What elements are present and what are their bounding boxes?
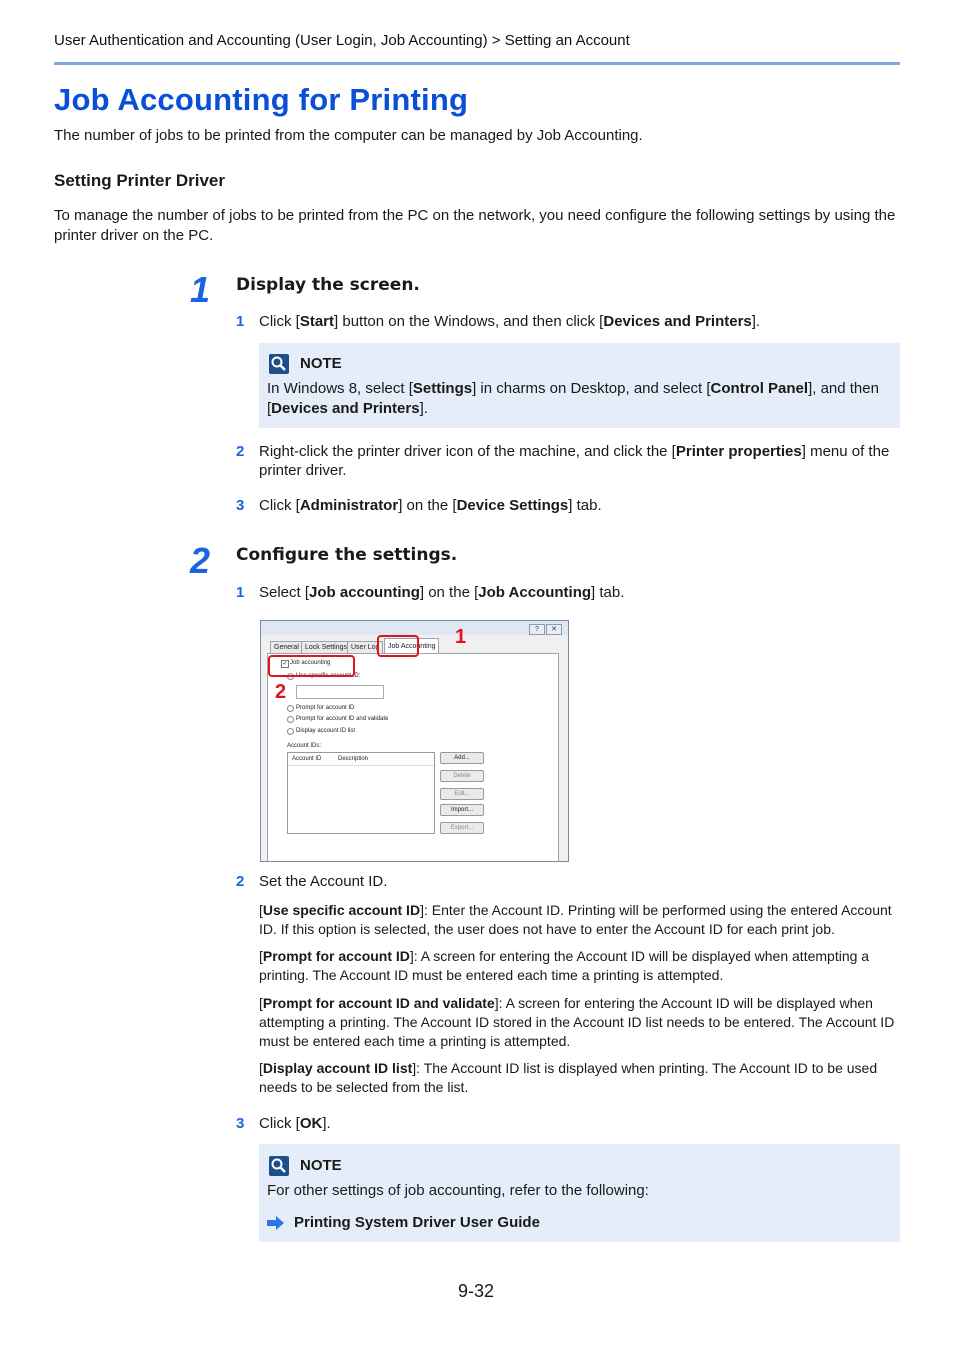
- text: ] on the [: [419, 584, 479, 601]
- sub-number: 3: [236, 1115, 245, 1132]
- intro-text: The number of jobs to be printed from the computer can be managed by Job Accounting.: [54, 127, 643, 144]
- step-number-1: 1: [190, 269, 211, 310]
- ui-term: Administrator: [299, 497, 399, 514]
- header-rule: [54, 62, 900, 65]
- note-text: For other settings of job accounting, refer to the following:: [267, 1182, 649, 1199]
- sub-number: 2: [236, 873, 245, 890]
- note-text: [267, 379, 892, 419]
- option-text: : Enter the Account ID. Printing will be performed using the entered Account ID. If this option is selected, the user does not have to enter the Account ID for each print job.: [259, 902, 892, 937]
- ui-term: OK: [299, 1115, 323, 1132]
- text: ] in charms on Desktop, and select [: [472, 380, 711, 397]
- text: ] tab.: [591, 584, 625, 601]
- add-button[interactable]: Add...: [440, 752, 484, 764]
- job-accounting-panel: [267, 653, 559, 862]
- option-description: [Display account ID list]: The Account ID list is displayed when printing. The Account ID to be used needs to be selected from the list.: [259, 1060, 878, 1095]
- ui-term: Devices and Printers: [603, 313, 752, 330]
- delete-button[interactable]: Delete: [440, 770, 484, 782]
- section-paragraph: To manage the number of jobs to be printed from the PC on the network, you need configure the following settings by using the printer driver on the PC.: [54, 207, 896, 244]
- note-box-1: [259, 343, 900, 428]
- display-list-label: Display account ID list: [296, 728, 356, 734]
- ui-term: Job accounting: [309, 584, 420, 601]
- step1-sub2: [236, 442, 899, 480]
- tab-job-accounting[interactable]: Job Accounting: [384, 638, 439, 655]
- column-account-id[interactable]: Account ID: [292, 756, 322, 762]
- text: ], and then [: [267, 380, 879, 417]
- section-heading: Setting Printer Driver: [54, 171, 225, 190]
- option-description: [Prompt for account ID]: A screen for entering the Account ID will be displayed when attempting a printing. The Account ID must be entered each time a printing is attempted.: [259, 948, 870, 983]
- step-heading-2: Configure the settings.: [236, 545, 458, 565]
- export-button[interactable]: Export...: [440, 822, 484, 834]
- prompt-validate-radio[interactable]: [287, 716, 294, 723]
- text: Click [: [259, 497, 300, 514]
- note-icon: [269, 1156, 289, 1176]
- prompt-label: Prompt for account ID: [296, 705, 355, 711]
- text: ].: [751, 313, 761, 330]
- text: ].: [419, 400, 428, 417]
- text: ] on the [: [398, 497, 457, 514]
- page-title: Job Accounting for Printing: [54, 82, 469, 117]
- dialog-titlebar: [261, 621, 568, 635]
- text: Click [: [259, 1115, 300, 1132]
- display-list-radio[interactable]: [287, 728, 294, 735]
- ui-term: Control Panel: [710, 380, 809, 397]
- edit-button[interactable]: Edit...: [440, 788, 484, 800]
- step2-sub3: [236, 1114, 899, 1133]
- option-term: Display account ID list: [262, 1060, 413, 1076]
- column-description[interactable]: Description: [338, 756, 369, 762]
- step1-sub1: [236, 312, 899, 331]
- note-label: NOTE: [300, 1157, 342, 1174]
- account-id-input[interactable]: [296, 685, 384, 699]
- import-button[interactable]: Import...: [440, 804, 484, 816]
- note-icon: [269, 354, 289, 374]
- ui-term: Settings: [412, 380, 473, 397]
- tab-user-log[interactable]: User Log: [347, 641, 383, 655]
- arrow-right-icon: [267, 1216, 285, 1230]
- sub-number: 1: [236, 584, 245, 601]
- ui-term: Device Settings: [456, 497, 569, 514]
- note-box-2: [259, 1144, 900, 1242]
- callout-number-2: 2: [275, 681, 287, 703]
- ui-term: Job Accounting: [478, 584, 592, 601]
- ui-term: Printer properties: [675, 443, 802, 460]
- text: ] button on the Windows, and then click [: [334, 313, 604, 330]
- properties-dialog-screenshot: [260, 620, 569, 862]
- prompt-validate-label: Prompt for account ID and validate: [296, 716, 389, 722]
- step-number-2: 2: [190, 540, 211, 581]
- prompt-radio[interactable]: [287, 705, 294, 712]
- job-accounting-checkbox[interactable]: ✓: [282, 661, 288, 667]
- text: Click [: [259, 313, 300, 330]
- option-term: Prompt for account ID: [262, 948, 410, 964]
- text: ].: [322, 1115, 331, 1132]
- option-text: : A screen for entering the Account ID will be displayed when attempting a printing. The Account ID stored in the Account ID list needs to be entered. The Account ID must be entered each time a printing is attempted.: [259, 995, 895, 1049]
- step-heading-1: Display the screen.: [236, 275, 420, 295]
- tab-lock-settings[interactable]: Lock Settings: [301, 641, 351, 655]
- text: In Windows 8, select [: [267, 380, 413, 397]
- option-text: : A screen for entering the Account ID will be displayed when attempting a printing. The Account ID must be entered each time a printing is attempted.: [259, 948, 870, 983]
- job-accounting-label: Job accounting: [290, 660, 331, 666]
- callout-box-1: [377, 635, 419, 657]
- step2-sub1: [236, 583, 899, 602]
- text: Set the Account ID.: [259, 873, 388, 890]
- ui-term: Devices and Printers: [271, 400, 420, 417]
- option-description: [Use specific account ID]: Enter the Account ID. Printing will be performed using the entered Account ID. If this option is selected, the user does not have to enter the Account ID for each print job.: [259, 902, 892, 937]
- text: Select [: [259, 584, 310, 601]
- account-ids-label: Account IDs:: [287, 743, 322, 749]
- guide-link[interactable]: Printing System Driver User Guide: [294, 1214, 540, 1231]
- option-term: Prompt for account ID and validate: [262, 995, 495, 1011]
- ui-term: Start: [299, 313, 335, 330]
- text: Right-click the printer driver icon of the machine, and click the [: [259, 443, 676, 460]
- option-text: : The Account ID list is displayed when printing. The Account ID to be used needs to be selected from the list.: [259, 1060, 878, 1095]
- text: ] menu of the printer driver.: [259, 443, 890, 479]
- breadcrumb: User Authentication and Accounting (User Login, Job Accounting) > Setting an Account: [54, 32, 630, 49]
- note-label: NOTE: [300, 355, 342, 372]
- callout-number-1: 1: [455, 626, 467, 648]
- option-description: [Prompt for account ID and validate]: A screen for entering the Account ID will be displayed when attempting a printing. The Account ID stored in the Account ID list needs to be entered. The Account ID must be entered each time a printing is attempted.: [259, 995, 895, 1049]
- sub-number: 1: [236, 313, 245, 330]
- callout-box-2: [268, 655, 355, 677]
- step2-sub2: [236, 872, 899, 891]
- close-button[interactable]: ✕: [546, 624, 562, 635]
- account-id-list[interactable]: [287, 752, 435, 834]
- tab-general[interactable]: General: [270, 641, 303, 655]
- use-specific-label: Use specific account ID:: [296, 673, 361, 679]
- sub-number: 3: [236, 497, 245, 514]
- step1-sub3: [236, 496, 899, 515]
- help-button[interactable]: ?: [529, 624, 545, 635]
- text: ] tab.: [568, 497, 602, 514]
- option-term: Use specific account ID: [262, 902, 421, 918]
- sub-number: 2: [236, 443, 245, 460]
- page-number: 9-32: [458, 1281, 495, 1301]
